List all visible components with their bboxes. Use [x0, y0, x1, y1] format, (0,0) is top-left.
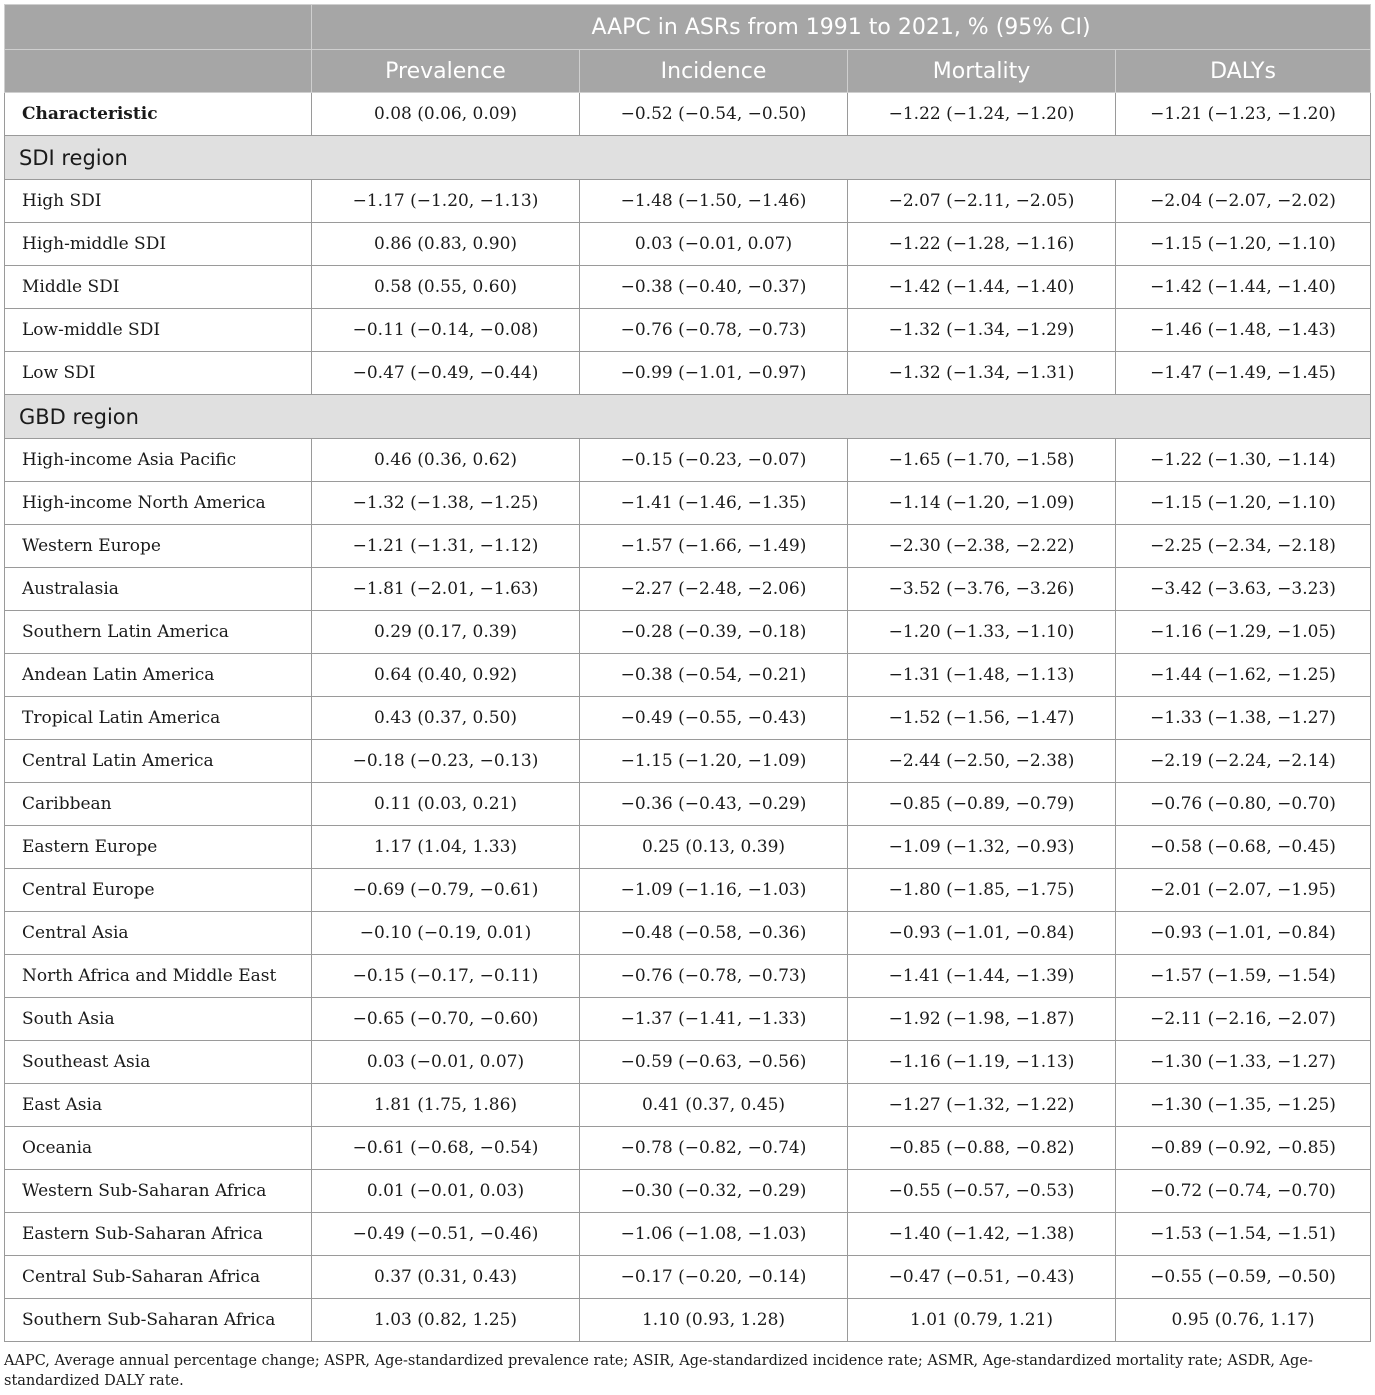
table-row	[5, 352, 1371, 395]
row-label: High-income North America	[5, 482, 312, 525]
cell-mortality: −1.16 (−1.19, −1.13)	[848, 1041, 1116, 1084]
cell-dalys: −1.15 (−1.20, −1.10)	[1116, 223, 1371, 266]
cell-dalys: −3.42 (−3.63, −3.23)	[1116, 568, 1371, 611]
row-label: Middle SDI	[5, 266, 312, 309]
cell-dalys: −2.01 (−2.07, −1.95)	[1116, 869, 1371, 912]
section-header-row	[5, 395, 1371, 439]
cell-incidence: −1.37 (−1.41, −1.33)	[580, 998, 848, 1041]
cell-dalys: −2.11 (−2.16, −2.07)	[1116, 998, 1371, 1041]
aapc-table	[4, 4, 1371, 1342]
cell-dalys: −0.76 (−0.80, −0.70)	[1116, 783, 1371, 826]
cell-prevalence: −0.49 (−0.51, −0.46)	[312, 1213, 580, 1256]
table-row	[5, 783, 1371, 826]
cell-dalys: 0.95 (0.76, 1.17)	[1116, 1299, 1371, 1342]
column-header-mortality: Mortality	[848, 50, 1116, 93]
row-label: Low-middle SDI	[5, 309, 312, 352]
table-row	[5, 998, 1371, 1041]
header-group-title: AAPC in ASRs from 1991 to 2021, % (95% CI)	[312, 5, 1371, 50]
section-title: GBD region	[5, 395, 1371, 439]
cell-incidence: −0.99 (−1.01, −0.97)	[580, 352, 848, 395]
column-header-incidence: Incidence	[580, 50, 848, 93]
cell-incidence: 0.03 (−0.01, 0.07)	[580, 223, 848, 266]
cell-incidence: −1.06 (−1.08, −1.03)	[580, 1213, 848, 1256]
row-label: Southeast Asia	[5, 1041, 312, 1084]
cell-prevalence: 0.37 (0.31, 0.43)	[312, 1256, 580, 1299]
cell-mortality: −1.32 (−1.34, −1.29)	[848, 309, 1116, 352]
section-title: SDI region	[5, 136, 1371, 180]
row-label: Central Europe	[5, 869, 312, 912]
column-header-prevalence: Prevalence	[312, 50, 580, 93]
cell-prevalence: −0.69 (−0.79, −0.61)	[312, 869, 580, 912]
cell-mortality: −1.52 (−1.56, −1.47)	[848, 697, 1116, 740]
cell-incidence: −0.52 (−0.54, −0.50)	[580, 93, 848, 136]
cell-dalys: −0.93 (−1.01, −0.84)	[1116, 912, 1371, 955]
table-row	[5, 654, 1371, 697]
header-empty-cell	[5, 50, 312, 93]
row-label: Central Sub-Saharan Africa	[5, 1256, 312, 1299]
cell-mortality: −0.47 (−0.51, −0.43)	[848, 1256, 1116, 1299]
table-row	[5, 1084, 1371, 1127]
cell-dalys: −1.15 (−1.20, −1.10)	[1116, 482, 1371, 525]
table-row	[5, 1041, 1371, 1084]
cell-prevalence: −0.65 (−0.70, −0.60)	[312, 998, 580, 1041]
table-row	[5, 266, 1371, 309]
cell-prevalence: 1.81 (1.75, 1.86)	[312, 1084, 580, 1127]
row-label: Tropical Latin America	[5, 697, 312, 740]
cell-prevalence: 0.43 (0.37, 0.50)	[312, 697, 580, 740]
cell-mortality: −1.80 (−1.85, −1.75)	[848, 869, 1116, 912]
cell-incidence: −0.15 (−0.23, −0.07)	[580, 439, 848, 482]
table-row	[5, 439, 1371, 482]
cell-mortality: −0.55 (−0.57, −0.53)	[848, 1170, 1116, 1213]
table-row	[5, 1299, 1371, 1342]
cell-incidence: −0.76 (−0.78, −0.73)	[580, 955, 848, 998]
cell-incidence: −2.27 (−2.48, −2.06)	[580, 568, 848, 611]
cell-mortality: −1.22 (−1.28, −1.16)	[848, 223, 1116, 266]
cell-mortality: −1.32 (−1.34, −1.31)	[848, 352, 1116, 395]
cell-incidence: −0.36 (−0.43, −0.29)	[580, 783, 848, 826]
cell-dalys: −1.46 (−1.48, −1.43)	[1116, 309, 1371, 352]
cell-dalys: −1.57 (−1.59, −1.54)	[1116, 955, 1371, 998]
cell-dalys: −1.30 (−1.35, −1.25)	[1116, 1084, 1371, 1127]
cell-incidence: −0.28 (−0.39, −0.18)	[580, 611, 848, 654]
cell-incidence: −1.09 (−1.16, −1.03)	[580, 869, 848, 912]
cell-incidence: 1.10 (0.93, 1.28)	[580, 1299, 848, 1342]
cell-mortality: −3.52 (−3.76, −3.26)	[848, 568, 1116, 611]
table-row	[5, 223, 1371, 266]
row-label: Andean Latin America	[5, 654, 312, 697]
cell-incidence: −1.57 (−1.66, −1.49)	[580, 525, 848, 568]
cell-prevalence: −0.11 (−0.14, −0.08)	[312, 309, 580, 352]
cell-incidence: −0.30 (−0.32, −0.29)	[580, 1170, 848, 1213]
cell-prevalence: −0.18 (−0.23, −0.13)	[312, 740, 580, 783]
cell-incidence: −0.38 (−0.40, −0.37)	[580, 266, 848, 309]
cell-mortality: −0.85 (−0.89, −0.79)	[848, 783, 1116, 826]
cell-mortality: −1.09 (−1.32, −0.93)	[848, 826, 1116, 869]
cell-mortality: −0.93 (−1.01, −0.84)	[848, 912, 1116, 955]
cell-dalys: −1.30 (−1.33, −1.27)	[1116, 1041, 1371, 1084]
table-row	[5, 1127, 1371, 1170]
cell-mortality: −1.42 (−1.44, −1.40)	[848, 266, 1116, 309]
cell-prevalence: 0.03 (−0.01, 0.07)	[312, 1041, 580, 1084]
table-row	[5, 740, 1371, 783]
cell-incidence: 0.25 (0.13, 0.39)	[580, 826, 848, 869]
table-row	[5, 1256, 1371, 1299]
cell-prevalence: −1.81 (−2.01, −1.63)	[312, 568, 580, 611]
table-row	[5, 912, 1371, 955]
cell-incidence: −0.76 (−0.78, −0.73)	[580, 309, 848, 352]
cell-prevalence: 0.58 (0.55, 0.60)	[312, 266, 580, 309]
cell-prevalence: −0.47 (−0.49, −0.44)	[312, 352, 580, 395]
row-label: Low SDI	[5, 352, 312, 395]
cell-dalys: −0.89 (−0.92, −0.85)	[1116, 1127, 1371, 1170]
table-row	[5, 869, 1371, 912]
cell-dalys: −2.25 (−2.34, −2.18)	[1116, 525, 1371, 568]
table-row	[5, 611, 1371, 654]
cell-dalys: −0.72 (−0.74, −0.70)	[1116, 1170, 1371, 1213]
row-label: Western Sub-Saharan Africa	[5, 1170, 312, 1213]
table-row	[5, 568, 1371, 611]
cell-dalys: −1.53 (−1.54, −1.51)	[1116, 1213, 1371, 1256]
cell-prevalence: −1.32 (−1.38, −1.25)	[312, 482, 580, 525]
cell-incidence: −0.78 (−0.82, −0.74)	[580, 1127, 848, 1170]
cell-mortality: 1.01 (0.79, 1.21)	[848, 1299, 1116, 1342]
cell-dalys: −1.33 (−1.38, −1.27)	[1116, 697, 1371, 740]
table-row-overall	[5, 93, 1371, 136]
row-label: Eastern Europe	[5, 826, 312, 869]
cell-prevalence: 0.08 (0.06, 0.09)	[312, 93, 580, 136]
row-label: Southern Sub-Saharan Africa	[5, 1299, 312, 1342]
cell-incidence: −0.17 (−0.20, −0.14)	[580, 1256, 848, 1299]
row-label: Eastern Sub-Saharan Africa	[5, 1213, 312, 1256]
cell-incidence: −0.48 (−0.58, −0.36)	[580, 912, 848, 955]
table-body	[5, 93, 1371, 1342]
cell-dalys: −0.55 (−0.59, −0.50)	[1116, 1256, 1371, 1299]
table-row	[5, 309, 1371, 352]
cell-dalys: −1.44 (−1.62, −1.25)	[1116, 654, 1371, 697]
cell-prevalence: −0.10 (−0.19, 0.01)	[312, 912, 580, 955]
table-row	[5, 1170, 1371, 1213]
cell-prevalence: 1.03 (0.82, 1.25)	[312, 1299, 580, 1342]
cell-dalys: −1.22 (−1.30, −1.14)	[1116, 439, 1371, 482]
row-label: High SDI	[5, 180, 312, 223]
cell-prevalence: 0.64 (0.40, 0.92)	[312, 654, 580, 697]
cell-mortality: −2.44 (−2.50, −2.38)	[848, 740, 1116, 783]
row-label: Southern Latin America	[5, 611, 312, 654]
cell-prevalence: 0.01 (−0.01, 0.03)	[312, 1170, 580, 1213]
cell-dalys: −0.58 (−0.68, −0.45)	[1116, 826, 1371, 869]
table-footnote: AAPC, Average annual percentage change; ASPR, Age-standardized prevalence rate; ASIR, Age-standardized incidence rate; ASMR, Age-standardized mortality rate; ASDR, Age-standardized DALY rate.	[4, 1353, 1313, 1389]
header-empty-cell	[5, 5, 312, 50]
cell-incidence: −1.15 (−1.20, −1.09)	[580, 740, 848, 783]
row-label: Oceania	[5, 1127, 312, 1170]
section-header-row	[5, 136, 1371, 180]
cell-prevalence: −0.61 (−0.68, −0.54)	[312, 1127, 580, 1170]
cell-incidence: −1.48 (−1.50, −1.46)	[580, 180, 848, 223]
cell-dalys: −1.16 (−1.29, −1.05)	[1116, 611, 1371, 654]
row-label: High-income Asia Pacific	[5, 439, 312, 482]
cell-prevalence: 0.11 (0.03, 0.21)	[312, 783, 580, 826]
table-row	[5, 1213, 1371, 1256]
cell-dalys: −2.19 (−2.24, −2.14)	[1116, 740, 1371, 783]
cell-incidence: 0.41 (0.37, 0.45)	[580, 1084, 848, 1127]
cell-mortality: −1.22 (−1.24, −1.20)	[848, 93, 1116, 136]
row-label: North Africa and Middle East	[5, 955, 312, 998]
row-label: Caribbean	[5, 783, 312, 826]
cell-prevalence: 0.46 (0.36, 0.62)	[312, 439, 580, 482]
row-label: Western Europe	[5, 525, 312, 568]
aapc-table-container	[4, 4, 1370, 1342]
cell-mortality: −2.30 (−2.38, −2.22)	[848, 525, 1116, 568]
cell-mortality: −2.07 (−2.11, −2.05)	[848, 180, 1116, 223]
row-label: High-middle SDI	[5, 223, 312, 266]
row-label: Characteristic	[5, 93, 312, 136]
table-row	[5, 482, 1371, 525]
cell-mortality: −0.85 (−0.88, −0.82)	[848, 1127, 1116, 1170]
row-label: Central Asia	[5, 912, 312, 955]
cell-dalys: −1.42 (−1.44, −1.40)	[1116, 266, 1371, 309]
cell-prevalence: −1.17 (−1.20, −1.13)	[312, 180, 580, 223]
cell-mortality: −1.27 (−1.32, −1.22)	[848, 1084, 1116, 1127]
cell-prevalence: −0.15 (−0.17, −0.11)	[312, 955, 580, 998]
cell-mortality: −1.65 (−1.70, −1.58)	[848, 439, 1116, 482]
cell-mortality: −1.31 (−1.48, −1.13)	[848, 654, 1116, 697]
table-header	[5, 5, 1371, 93]
cell-incidence: −1.41 (−1.46, −1.35)	[580, 482, 848, 525]
row-label: Central Latin America	[5, 740, 312, 783]
cell-incidence: −0.59 (−0.63, −0.56)	[580, 1041, 848, 1084]
table-row	[5, 826, 1371, 869]
column-header-dalys: DALYs	[1116, 50, 1371, 93]
cell-prevalence: −1.21 (−1.31, −1.12)	[312, 525, 580, 568]
cell-mortality: −1.20 (−1.33, −1.10)	[848, 611, 1116, 654]
cell-mortality: −1.40 (−1.42, −1.38)	[848, 1213, 1116, 1256]
table-row	[5, 955, 1371, 998]
cell-mortality: −1.92 (−1.98, −1.87)	[848, 998, 1116, 1041]
cell-prevalence: 0.29 (0.17, 0.39)	[312, 611, 580, 654]
cell-mortality: −1.41 (−1.44, −1.39)	[848, 955, 1116, 998]
cell-mortality: −1.14 (−1.20, −1.09)	[848, 482, 1116, 525]
table-row	[5, 525, 1371, 568]
row-label: South Asia	[5, 998, 312, 1041]
row-label: Australasia	[5, 568, 312, 611]
row-label: East Asia	[5, 1084, 312, 1127]
cell-incidence: −0.49 (−0.55, −0.43)	[580, 697, 848, 740]
cell-dalys: −1.47 (−1.49, −1.45)	[1116, 352, 1371, 395]
table-row	[5, 180, 1371, 223]
cell-dalys: −2.04 (−2.07, −2.02)	[1116, 180, 1371, 223]
cell-prevalence: 0.86 (0.83, 0.90)	[312, 223, 580, 266]
table-row	[5, 697, 1371, 740]
cell-dalys: −1.21 (−1.23, −1.20)	[1116, 93, 1371, 136]
cell-prevalence: 1.17 (1.04, 1.33)	[312, 826, 580, 869]
cell-incidence: −0.38 (−0.54, −0.21)	[580, 654, 848, 697]
